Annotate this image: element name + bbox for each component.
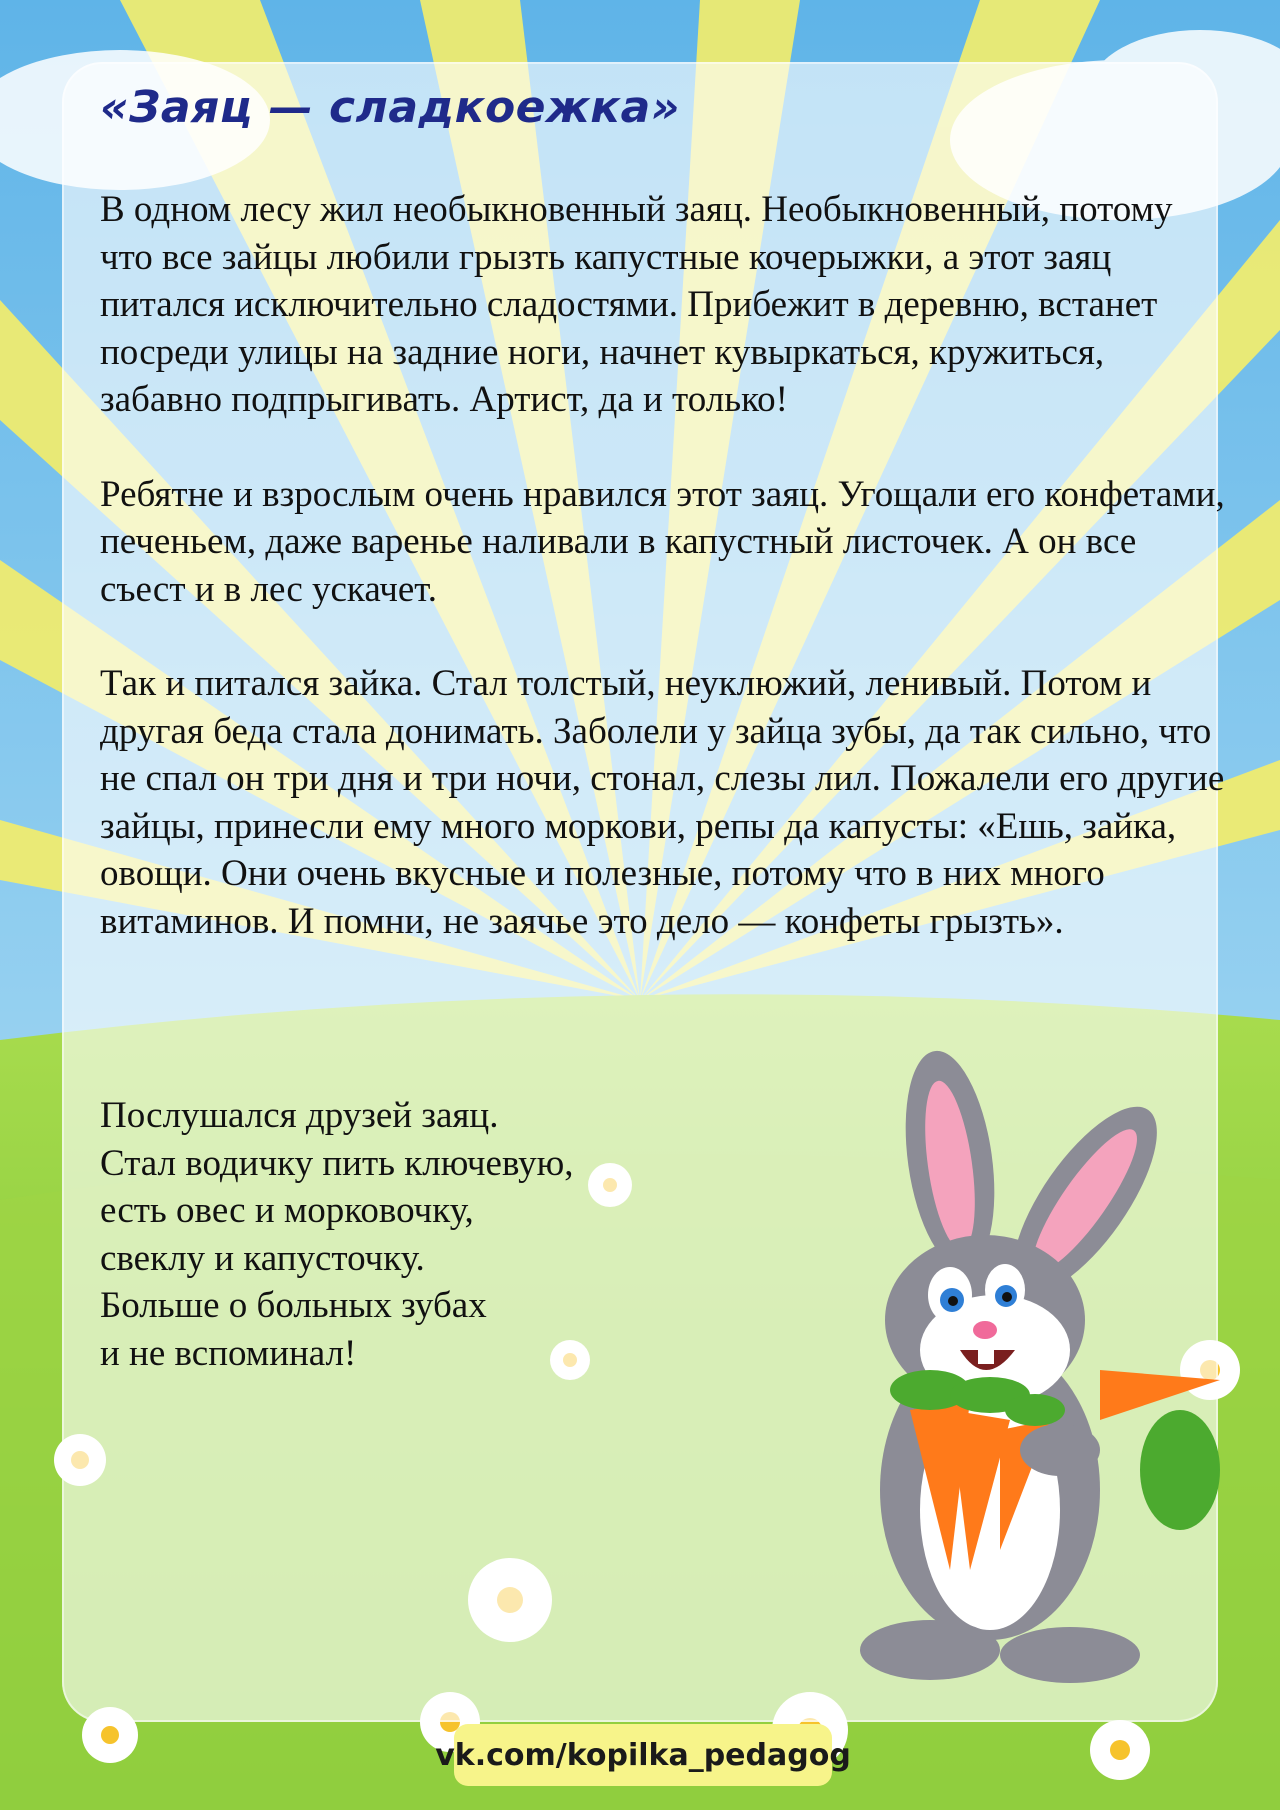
bunny-with-carrots — [800, 1050, 1220, 1700]
source-link-badge: vk.com/kopilka_pedagog — [454, 1724, 832, 1786]
poem-line: есть овес и морковочку, — [100, 1190, 474, 1231]
story-title: «Заяц — сладкоежка» — [100, 82, 680, 133]
poem-line: Больше о больных зубах — [100, 1285, 487, 1326]
paragraph: Ребятне и взрослым очень нравился этот заяц. Угощали его конфетами, печеньем, даже варенье наливали в капустный листочек. А он все съест и в лес ускачет. — [100, 473, 1225, 610]
poem-line: Стал водичку пить ключевую, — [100, 1142, 574, 1184]
poem — [100, 1092, 574, 1377]
paragraph: В одном лесу жил необыкновенный заяц. Необыкновенный, потому что все зайцы любили грызть капустные кочерыжки, а этот заяц питался исключительно сладостями. Прибежит в деревню, встанет посреди улицы на задние ноги, начнет кувыркаться, кружиться, забавно подпрыгивать. Артист, да и только! — [100, 189, 1173, 420]
poem-line: свеклу и капусточку. — [100, 1237, 425, 1279]
poem-line: и не вспоминал! — [100, 1332, 357, 1374]
story-text — [100, 186, 1230, 992]
poem-line: Послушался друзей заяц. — [100, 1095, 499, 1136]
paragraph: Так и питался зайка. Стал толстый, неуклюжий, ленивый. Потом и другая беда стала донимать. Заболели у зайца зубы, да так сильно, что не спал он три дня и три ночи, стонал, слезы лил. Пожалели его другие зайцы, принесли ему много моркови, репы да капусты: «Ешь, зайка, овощи. Они очень вкусные и полезные, потому что в них много витаминов. И помни, не заячье это дело — конфеты грызть». — [100, 663, 1225, 942]
